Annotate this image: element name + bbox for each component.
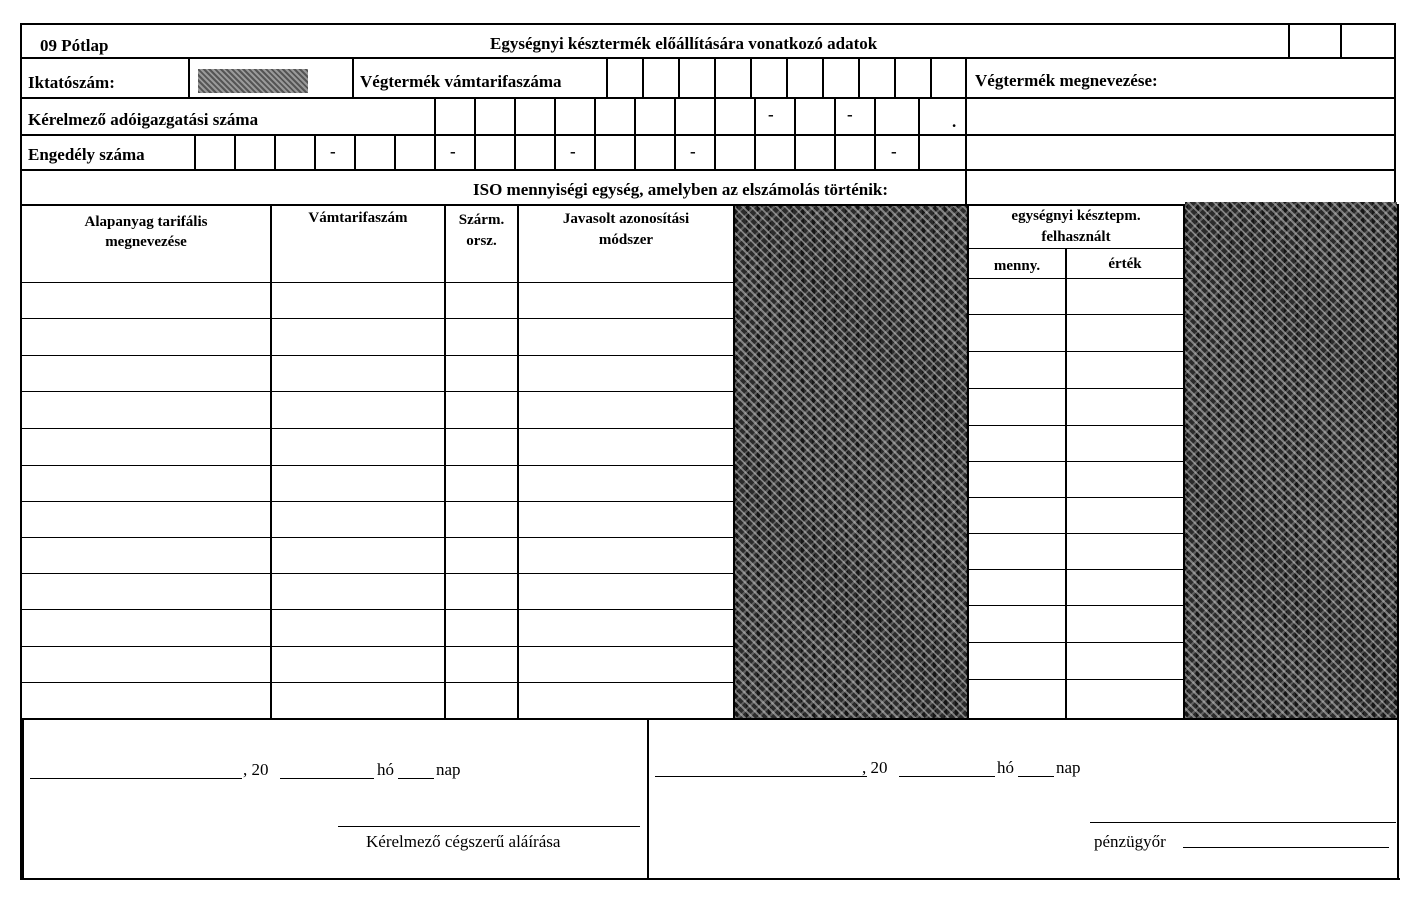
eng-dash-5: - — [891, 142, 897, 161]
ado-digit-field[interactable] — [920, 99, 965, 134]
cell-javasolt[interactable] — [519, 429, 733, 465]
vtsz-digit-field[interactable] — [824, 59, 858, 97]
right-officer-line-top — [1090, 822, 1396, 823]
cell-menny[interactable] — [969, 315, 1065, 351]
engedely-label: Engedély száma — [28, 145, 145, 164]
eng-dash-1: - — [330, 142, 336, 161]
ado-digit-field[interactable] — [516, 99, 554, 134]
cell-ertek[interactable] — [1067, 426, 1183, 461]
eng-digit-field[interactable] — [876, 136, 918, 169]
vtsz-digit-field[interactable] — [896, 59, 930, 97]
vtsz-digit-field[interactable] — [680, 59, 714, 97]
cell-menny[interactable] — [969, 462, 1065, 497]
cell-ertek[interactable] — [1067, 279, 1183, 314]
header-box-divider-1 — [1288, 23, 1290, 57]
vtsz-digit-field[interactable] — [932, 59, 965, 97]
ado-digit-field[interactable] — [676, 99, 714, 134]
eng-digit-field[interactable] — [920, 136, 965, 169]
cell-vtsz[interactable] — [272, 392, 444, 428]
cell-alapanyag[interactable] — [22, 647, 270, 682]
cell-menny[interactable] — [969, 352, 1065, 388]
cell-javasolt[interactable] — [519, 319, 733, 355]
iktatoszam-label: Iktatószám: — [28, 73, 115, 92]
eng-digit-field[interactable] — [356, 136, 394, 169]
cell-szarm[interactable] — [446, 647, 517, 682]
cell-menny[interactable] — [969, 426, 1065, 461]
eng-digit-field[interactable] — [476, 136, 514, 169]
cell-ertek[interactable] — [1067, 315, 1183, 351]
cell-menny[interactable] — [969, 680, 1065, 718]
col-header-egysegnyi-line1: egységnyi késztерm. — [1011, 208, 1141, 224]
cell-vtsz[interactable] — [272, 574, 444, 609]
vtsz-digit-field[interactable] — [788, 59, 822, 97]
col-header-egysegnyi — [969, 206, 1183, 248]
ado-digit-field[interactable] — [476, 99, 514, 134]
frame-bottom — [24, 878, 1400, 880]
eng-digit-field[interactable] — [236, 136, 274, 169]
eng-digit-field[interactable] — [756, 136, 794, 169]
redacted-column-2 — [1185, 202, 1397, 718]
vegtermek-megnevezes-label: Végtermék megnevezése: — [975, 71, 1158, 90]
cell-alapanyag[interactable] — [22, 502, 270, 537]
cell-alapanyag[interactable] — [22, 466, 270, 501]
col-header-javasolt — [519, 209, 733, 251]
ado-digit-field[interactable] — [716, 99, 754, 134]
eng-dash-3: - — [570, 142, 576, 161]
vegtermek-vtsz-label: Végtermék vámtarifaszáma — [360, 72, 562, 91]
iso-label: ISO mennyiségi egység, amelyben az elszámolás történik: — [473, 180, 889, 199]
eng-digit-field[interactable] — [636, 136, 674, 169]
left-date-place-line — [30, 778, 242, 779]
ado-dash-1: - — [768, 105, 774, 124]
cell-vtsz[interactable] — [272, 647, 444, 682]
cell-vtsz[interactable] — [272, 283, 444, 318]
ado-dot: . — [952, 112, 957, 131]
col-header-szarm-line1: Szárm. — [458, 212, 505, 228]
cell-ertek[interactable] — [1067, 352, 1183, 388]
col-header-javasolt-line1: Javasolt azonosítási — [562, 211, 690, 227]
left-date-ho-line — [398, 778, 434, 779]
cell-ertek[interactable] — [1067, 606, 1183, 642]
cell-ertek[interactable] — [1067, 570, 1183, 605]
cell-alapanyag[interactable] — [22, 392, 270, 428]
ado-digit-field[interactable] — [796, 99, 834, 134]
eng-digit-field[interactable] — [516, 136, 554, 169]
left-signature-line — [338, 826, 640, 827]
footer-divider — [647, 720, 649, 878]
col-header-javasolt-line2: módszer — [598, 232, 654, 248]
ado-digit-field[interactable] — [556, 99, 594, 134]
subheader-divider — [969, 248, 1183, 249]
right-date-ho: hó — [997, 758, 1014, 777]
cell-szarm[interactable] — [446, 683, 517, 718]
col-header-alapanyag-line1: Alapanyag tarifális — [84, 214, 208, 230]
ado-digit-field[interactable] — [836, 99, 874, 134]
ado-digit-field[interactable] — [876, 99, 918, 134]
cell-szarm[interactable] — [446, 502, 517, 537]
cell-szarm[interactable] — [446, 429, 517, 465]
frame-right-lower — [1397, 204, 1399, 880]
form-title: Egységnyi késztermék előállítására vonatkozó adatok — [490, 34, 878, 53]
footer-left-edge — [22, 718, 24, 880]
cell-javasolt[interactable] — [519, 466, 733, 501]
right-date-ho-line — [1018, 776, 1054, 777]
row4-top — [20, 169, 1394, 171]
cell-menny[interactable] — [969, 389, 1065, 425]
frame-top — [20, 23, 1394, 25]
cell-alapanyag[interactable] — [22, 683, 270, 718]
cell-vtsz[interactable] — [272, 466, 444, 501]
row1-div-a — [188, 57, 190, 97]
row-right-divider — [965, 57, 967, 204]
cell-vtsz[interactable] — [272, 429, 444, 465]
cell-vtsz[interactable] — [272, 538, 444, 573]
cell-menny[interactable] — [969, 498, 1065, 533]
col-header-vtsz: Vámtarifaszám — [308, 210, 408, 226]
cell-javasolt[interactable] — [519, 574, 733, 609]
cell-alapanyag[interactable] — [22, 538, 270, 573]
cell-javasolt[interactable] — [519, 683, 733, 718]
cell-szarm[interactable] — [446, 283, 517, 318]
cell-ertek[interactable] — [1067, 680, 1183, 718]
col-header-ertek: érték — [1108, 256, 1142, 272]
cell-vtsz[interactable] — [272, 610, 444, 646]
cell-alapanyag[interactable] — [22, 319, 270, 355]
cell-szarm[interactable] — [446, 610, 517, 646]
eng-digit-field[interactable] — [196, 136, 234, 169]
left-signature-label: Kérelmező cégszerű aláírása — [366, 832, 561, 851]
col-header-menny: menny. — [993, 258, 1041, 274]
iktatoszam-redacted-value — [198, 69, 308, 93]
cell-alapanyag[interactable] — [22, 610, 270, 646]
eng-digit-field[interactable] — [716, 136, 754, 169]
cell-szarm[interactable] — [446, 538, 517, 573]
left-date-nap: nap — [436, 760, 461, 779]
adoigazgatasi-label: Kérelmező adóigazgatási száma — [28, 110, 259, 129]
cell-alapanyag[interactable] — [22, 429, 270, 465]
cell-javasolt[interactable] — [519, 392, 733, 428]
cell-alapanyag[interactable] — [22, 356, 270, 391]
cell-ertek[interactable] — [1067, 498, 1183, 533]
cell-javasolt[interactable] — [519, 283, 733, 318]
form-id: 09 Pótlap — [40, 36, 109, 55]
right-date-year: , 20 — [862, 758, 888, 777]
col-header-egysegnyi-line2: felhasznált — [1041, 229, 1111, 245]
cell-vtsz[interactable] — [272, 502, 444, 537]
cell-szarm[interactable] — [446, 392, 517, 428]
redacted-column-1 — [735, 206, 967, 718]
cell-javasolt[interactable] — [519, 647, 733, 682]
cell-alapanyag[interactable] — [22, 574, 270, 609]
cell-vtsz[interactable] — [272, 356, 444, 391]
cell-menny[interactable] — [969, 534, 1065, 569]
left-date-ho: hó — [377, 760, 394, 779]
cell-vtsz[interactable] — [272, 319, 444, 355]
row1-div-b — [352, 57, 354, 97]
eng-digit-field[interactable] — [396, 136, 434, 169]
right-date-nap: nap — [1056, 758, 1081, 777]
right-officer-line — [1183, 847, 1389, 848]
cell-menny[interactable] — [969, 606, 1065, 642]
col-header-szarm-line2: orsz. — [466, 233, 497, 249]
vtsz-digit-field[interactable] — [716, 59, 750, 97]
left-date-year-line — [280, 778, 374, 779]
right-date-year-line — [899, 776, 995, 777]
cell-javasolt[interactable] — [519, 610, 733, 646]
eng-dash-2: - — [450, 142, 456, 161]
cell-ertek[interactable] — [1067, 643, 1183, 679]
vtsz-digit-field[interactable] — [608, 59, 642, 97]
cell-ertek[interactable] — [1067, 389, 1183, 425]
cell-menny[interactable] — [969, 570, 1065, 605]
ado-digit-field[interactable] — [596, 99, 634, 134]
left-date-year: , 20 — [243, 760, 269, 779]
ado-digit-field[interactable] — [436, 99, 474, 134]
right-date-place-line — [655, 776, 867, 777]
cell-menny[interactable] — [969, 279, 1065, 314]
cell-szarm[interactable] — [446, 319, 517, 355]
cell-ertek[interactable] — [1067, 534, 1183, 569]
cell-alapanyag[interactable] — [22, 283, 270, 318]
ado-digit-field[interactable] — [756, 99, 794, 134]
ado-digit-field[interactable] — [636, 99, 674, 134]
eng-digit-field[interactable] — [276, 136, 314, 169]
ado-dash-2: - — [847, 105, 853, 124]
cell-javasolt[interactable] — [519, 502, 733, 537]
header-box-divider-2 — [1340, 23, 1342, 57]
col-header-alapanyag-line2: megnevezése — [105, 234, 187, 250]
eng-digit-field[interactable] — [596, 136, 634, 169]
eng-dash-4: - — [690, 142, 696, 161]
cell-ertek[interactable] — [1067, 462, 1183, 497]
cell-menny[interactable] — [969, 643, 1065, 679]
cell-vtsz[interactable] — [272, 683, 444, 718]
right-officer-label: pénzügyőr — [1094, 832, 1166, 851]
cell-szarm[interactable] — [446, 574, 517, 609]
eng-digit-field[interactable] — [796, 136, 834, 169]
eng-digit-field[interactable] — [836, 136, 874, 169]
table-bottom — [22, 718, 1398, 720]
col-header-alapanyag — [22, 212, 270, 252]
vtsz-digit-field[interactable] — [860, 59, 894, 97]
cell-javasolt[interactable] — [519, 538, 733, 573]
cell-javasolt[interactable] — [519, 356, 733, 391]
col-header-szarm — [446, 210, 517, 252]
vtsz-digit-field[interactable] — [644, 59, 678, 97]
vtsz-digit-field[interactable] — [752, 59, 786, 97]
frame-right — [1394, 23, 1396, 204]
cell-szarm[interactable] — [446, 356, 517, 391]
cell-szarm[interactable] — [446, 466, 517, 501]
